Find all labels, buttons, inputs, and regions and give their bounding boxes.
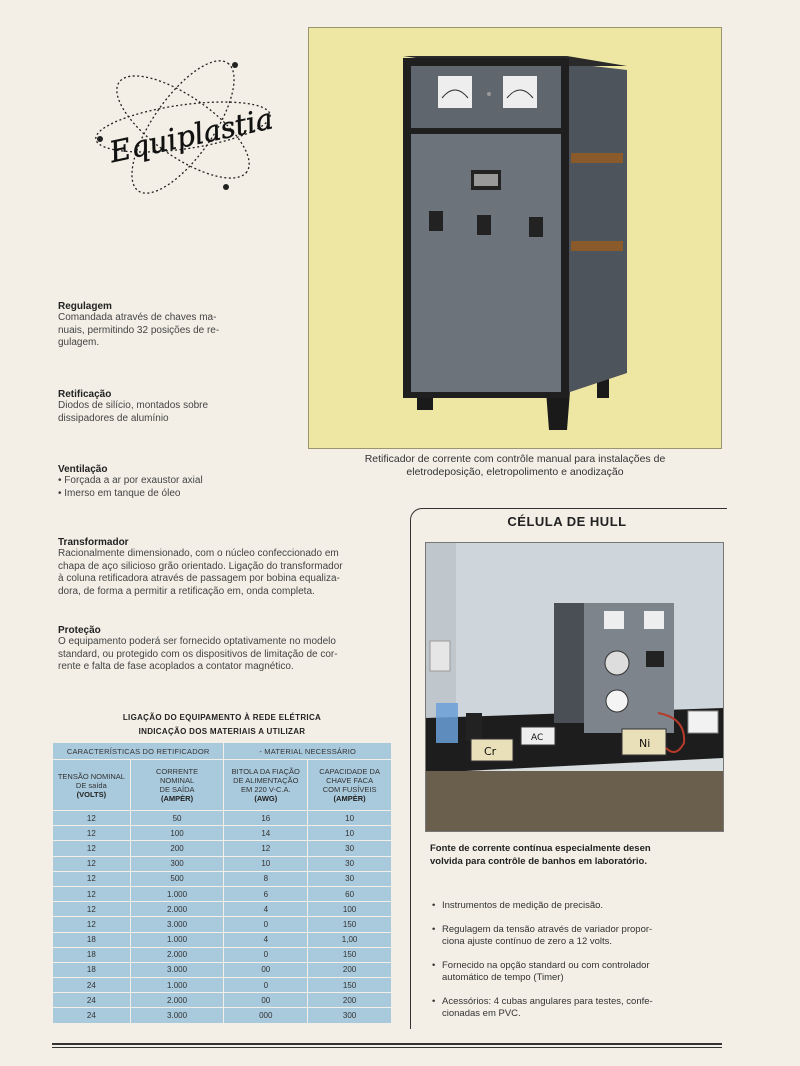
table-cell: 10	[308, 826, 392, 841]
table-cell: 2.000	[130, 993, 224, 1008]
spec-line: O equipamento poderá ser fornecido optativamente no modelo	[58, 636, 336, 647]
table-cell: 0	[224, 978, 308, 993]
table-cell: 12	[53, 886, 131, 901]
spec-line: Racionalmente dimensionado, com o núcleo confeccionado em	[58, 548, 339, 559]
table-cell: 16	[224, 811, 308, 826]
spec-title: Retificação	[58, 389, 112, 400]
table-cell: 30	[308, 841, 392, 856]
table-cell: 3.000	[130, 1008, 224, 1023]
spec-line: gulagem.	[58, 337, 100, 348]
table-cell: 30	[308, 871, 392, 886]
spec-title: Transformador	[58, 537, 129, 548]
table-cell: 12	[53, 917, 131, 932]
cr-label: Cr	[484, 745, 497, 758]
table-cell: 3.000	[130, 962, 224, 977]
table-cell: 10	[308, 811, 392, 826]
column-header: CAPACIDADE DA CHAVE FACA COM FUSÍVEIS (AMPÈR)	[308, 760, 392, 811]
bottom-rule	[52, 1043, 722, 1045]
table-cell: 000	[224, 1008, 308, 1023]
table-cell: 8	[224, 871, 308, 886]
table-cell: 4	[224, 932, 308, 947]
feature-item: • Acessórios: 4 cubas angulares para testes, confe- cionadas em PVC.	[432, 996, 722, 1020]
table-row	[53, 962, 392, 977]
table-cell: 24	[53, 1008, 131, 1023]
spec-line: standard, ou protegido com os dispositivos de limitação de cor-	[58, 648, 338, 660]
spec-line: nuais, permitindo 32 posições de re-	[58, 324, 220, 336]
table-cell: 12	[53, 871, 131, 886]
table-row	[53, 902, 392, 917]
table-cell: 30	[308, 856, 392, 871]
table-row	[53, 932, 392, 947]
table-cell: 3.000	[130, 917, 224, 932]
spec-title: Proteção	[58, 625, 101, 636]
table-row	[53, 841, 392, 856]
spec-protecao	[58, 625, 388, 674]
spec-line: • Imerso em tanque de óleo	[58, 487, 181, 499]
table-row	[53, 871, 392, 886]
wiring-table	[52, 742, 392, 1024]
table-cell: 00	[224, 993, 308, 1008]
table-row	[53, 811, 392, 826]
table-row	[53, 886, 392, 901]
table-row	[53, 1008, 392, 1023]
table-cell: 200	[308, 993, 392, 1008]
ni-label: Ni	[639, 737, 651, 750]
table-row	[53, 856, 392, 871]
table-cell: 300	[130, 856, 224, 871]
spec-transformador	[58, 537, 388, 598]
column-header: CORRENTE NOMINAL DE SAÍDA (AMPÈR)	[130, 760, 224, 811]
feature-item: • Fornecido na opção standard ou com controlador automático de tempo (Timer)	[432, 960, 722, 984]
table-cell: 1.000	[130, 886, 224, 901]
table-cell: 12	[53, 826, 131, 841]
table-subtitle: INDICAÇÃO DOS MATERIAIS A UTILIZAR	[138, 727, 306, 736]
hull-features	[432, 900, 722, 1032]
table-row	[53, 978, 392, 993]
table-cell: 12	[53, 811, 131, 826]
table-cell: 300	[308, 1008, 392, 1023]
table-cell: 2.000	[130, 902, 224, 917]
caption-line: Retificador de corrente com contrôle manual para instalações de	[364, 453, 666, 465]
equiplastia-logo	[88, 55, 278, 205]
spec-line: rente e falta de fase acoplados a contator magnético.	[58, 661, 294, 672]
table-cell: 18	[53, 932, 131, 947]
table-row	[53, 993, 392, 1008]
group-header: - MATERIAL NECESSÁRIO	[224, 743, 392, 760]
spec-retificacao	[58, 389, 388, 425]
table-row	[53, 826, 392, 841]
table-cell: 00	[224, 962, 308, 977]
spec-line: à coluna retificadora através de passagem por bobina equaliza-	[58, 573, 340, 584]
table-cell: 150	[308, 917, 392, 932]
table-cell: 0	[224, 947, 308, 962]
table-cell: 1.000	[130, 932, 224, 947]
spec-line: Diodos de silício, montados sobre	[58, 400, 209, 411]
table-cell: 150	[308, 978, 392, 993]
feature-item: • Regulagem da tensão através de variador propor- ciona ajuste contínuo de zero a 12 volts.	[432, 924, 722, 948]
table-cell: 100	[130, 826, 224, 841]
spec-line: Comandada através de chaves ma-	[58, 312, 217, 323]
table-cell: 18	[53, 947, 131, 962]
hull-title: CÉLULA DE HULL	[507, 514, 627, 529]
table-cell: 100	[308, 902, 392, 917]
feature-item: • Instrumentos de medição de precisão.	[432, 900, 722, 912]
ac-label: AC	[531, 733, 544, 743]
table-cell: 60	[308, 886, 392, 901]
table-title: LIGAÇÃO DO EQUIPAMENTO À REDE ELÉTRICA	[122, 713, 322, 722]
table-cell: 500	[130, 871, 224, 886]
table-cell: 2.000	[130, 947, 224, 962]
caption-line: volvida para contrôle de banhos em laboratório.	[430, 856, 647, 867]
spec-line: chapa de aço silicioso grão orientado. Ligação do transformador	[58, 560, 343, 572]
table-cell: 200	[308, 962, 392, 977]
table-row	[53, 947, 392, 962]
table-cell: 12	[53, 902, 131, 917]
table-cell: 14	[224, 826, 308, 841]
table-cell: 0	[224, 917, 308, 932]
table-cell: 50	[130, 811, 224, 826]
table-cell: 1.000	[130, 978, 224, 993]
table-row	[53, 917, 392, 932]
table-cell: 18	[53, 962, 131, 977]
spec-line: dora, de forma a permitir a retificação em, onda completa.	[58, 585, 315, 597]
table-cell: 150	[308, 947, 392, 962]
rectifier-photo	[308, 27, 722, 449]
table-cell: 200	[130, 841, 224, 856]
caption-line: eletrodeposição, eletropolimento e anodização	[406, 466, 624, 478]
spec-title: Regulagem	[58, 301, 112, 312]
column-header: BITOLA DA FIAÇÃO DE ALIMENTAÇÃO EM 220 V-C.A. (AWG)	[224, 760, 308, 811]
column-header: TENSÃO NOMINAL DE saída (VOLTS)	[53, 760, 131, 811]
spec-title: Ventilação	[58, 464, 108, 475]
table-body	[53, 811, 392, 1024]
table-cell: 24	[53, 993, 131, 1008]
table-cell: 1,00	[308, 932, 392, 947]
group-header: CARACTERÍSTICAS DO RETIFICADOR	[53, 743, 224, 760]
spec-ventilacao	[58, 464, 388, 500]
hull-cell-photo	[425, 542, 724, 832]
bottom-rule	[52, 1047, 722, 1048]
table-cell: 12	[53, 856, 131, 871]
logo-text: Equiplastia	[106, 101, 276, 170]
spec-regulagem	[58, 301, 388, 350]
table-cell: 24	[53, 978, 131, 993]
hull-caption	[430, 842, 720, 868]
spec-line: • Forçada a ar por exaustor axial	[58, 475, 203, 486]
table-cell: 12	[53, 841, 131, 856]
table-cell: 12	[224, 841, 308, 856]
table-cell: 6	[224, 886, 308, 901]
table-cell: 4	[224, 902, 308, 917]
caption-line: Fonte de corrente contínua especialmente desen	[430, 843, 651, 854]
spec-line: dissipadores de alumínio	[58, 412, 169, 424]
table-cell: 10	[224, 856, 308, 871]
